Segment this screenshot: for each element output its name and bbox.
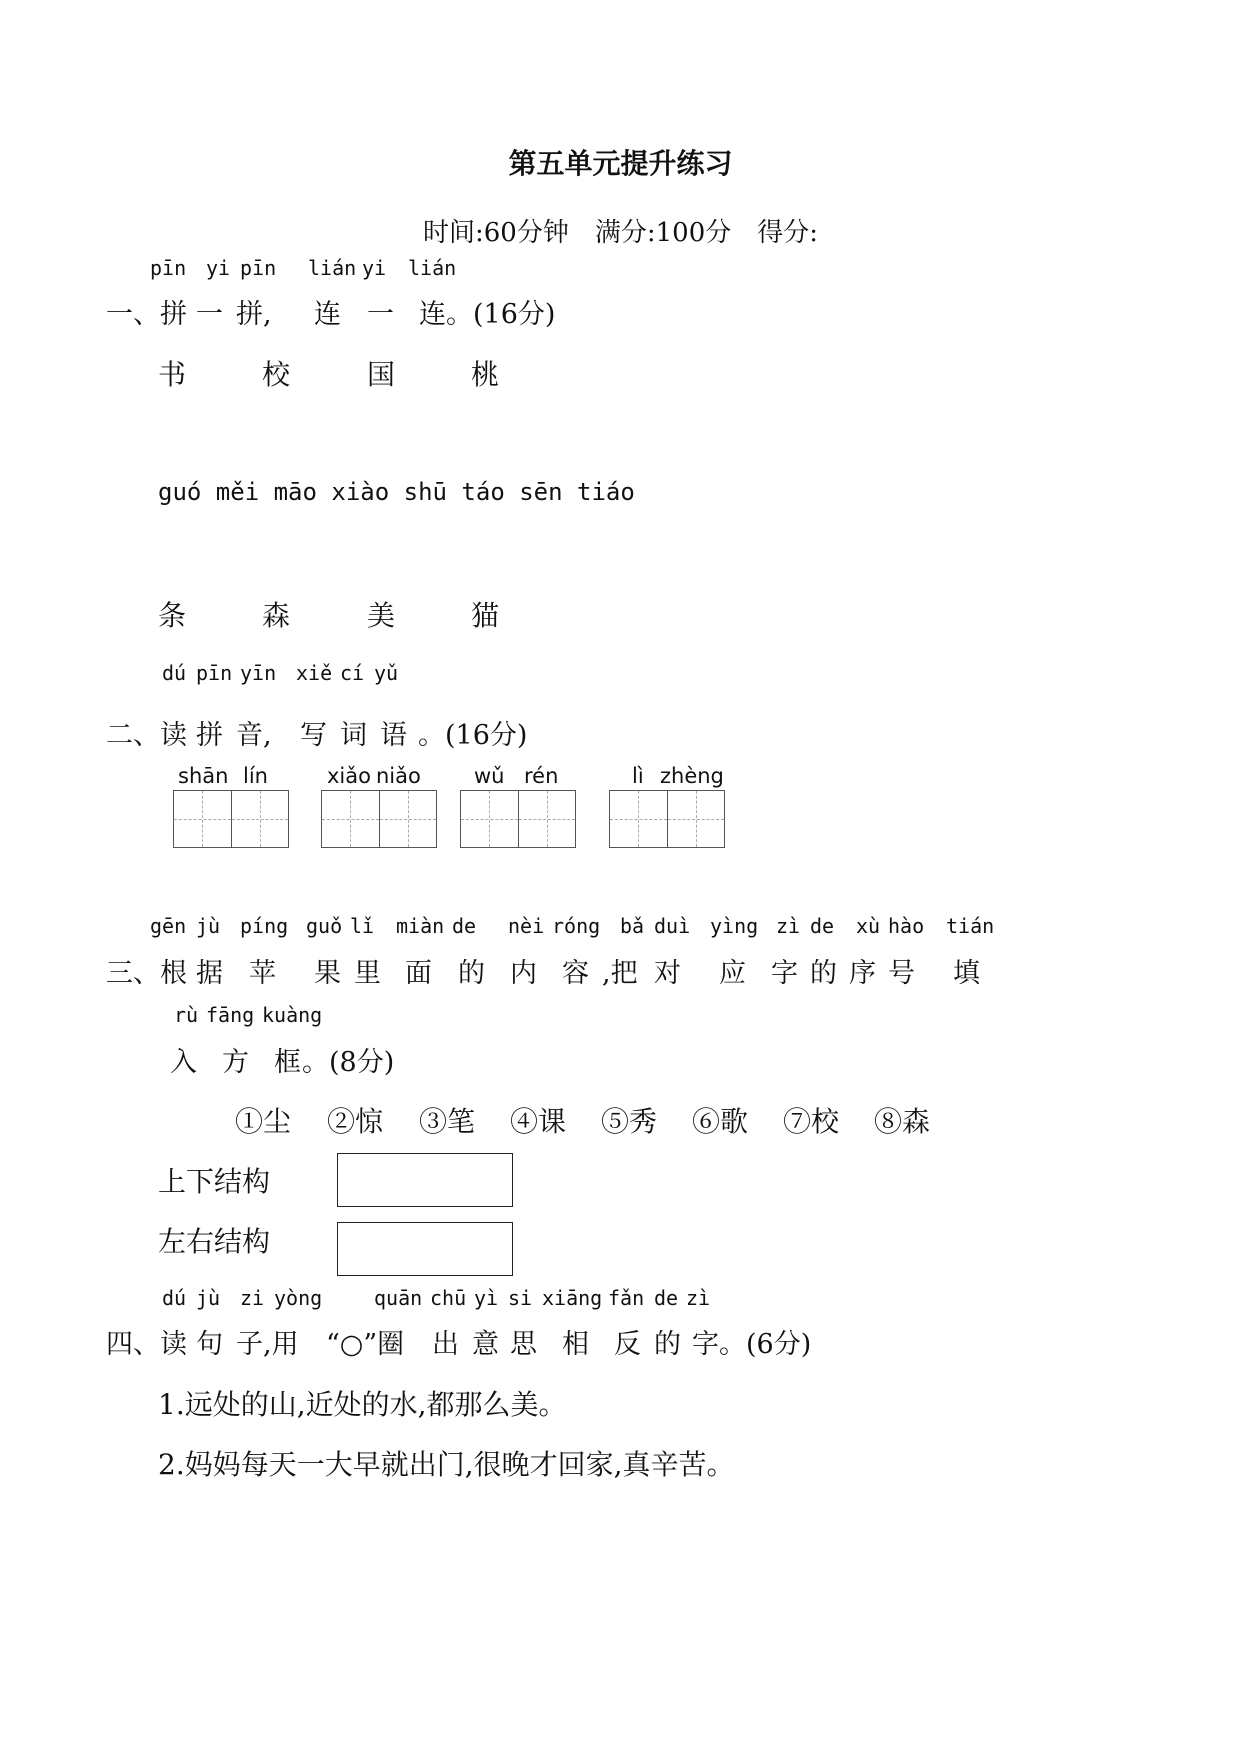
heading-char: 连。(16分)	[419, 299, 556, 330]
pinyin: lǐ	[350, 914, 375, 938]
heading-char: 拼	[196, 720, 223, 751]
heading-char: 语	[380, 720, 407, 751]
heading-char: 对	[654, 958, 681, 989]
heading-char: 号	[888, 958, 915, 989]
pinyin: xù	[856, 914, 881, 938]
option-item: ③笔	[419, 1105, 476, 1138]
heading-char: 苹	[249, 958, 276, 989]
option-item: ⑤秀	[601, 1105, 658, 1138]
option-item: ⑧森	[874, 1105, 931, 1138]
character-item: 桃	[471, 358, 500, 391]
heading-char: 字。(6分)	[692, 1329, 812, 1360]
heading-char: 出	[432, 1329, 459, 1360]
pinyin: de	[654, 1286, 679, 1310]
pinyin: lián	[308, 256, 357, 280]
pinyin: hào	[888, 914, 925, 938]
option-item: ⑦校	[783, 1105, 840, 1138]
answer-box-top-bottom[interactable]	[337, 1153, 513, 1207]
pinyin: yi	[206, 256, 231, 280]
heading-char: 面	[405, 958, 432, 989]
heading-char: 的	[458, 958, 485, 989]
exam-info: 时间:60分钟 满分:100分 得分:	[423, 218, 818, 248]
heading-char: 音,	[236, 720, 272, 751]
sentence-1: 1.远处的山,近处的水,都那么美。	[158, 1388, 567, 1421]
heading-char: 应	[719, 958, 746, 989]
heading-char: 容	[562, 958, 589, 989]
option-item: ⑥歌	[692, 1105, 749, 1138]
heading-char: 里	[354, 958, 381, 989]
pinyin: guǒ	[306, 914, 343, 938]
grid-pinyin: zhèng	[660, 764, 724, 788]
pinyin: zì	[776, 914, 801, 938]
pinyin: de	[810, 914, 835, 938]
heading-char: 句	[196, 1329, 223, 1360]
heading-char: 的	[810, 958, 837, 989]
heading-char: 方	[222, 1047, 249, 1078]
heading-char: 。(16分)	[418, 720, 528, 751]
pinyin-row: guó měi māo xiào shū táo sēn tiáo	[158, 478, 635, 506]
grid-pinyin: lín	[243, 764, 268, 788]
page-title: 第五单元提升练习	[508, 147, 733, 180]
grid-pinyin: lì	[632, 764, 644, 788]
writing-grid[interactable]	[609, 790, 725, 848]
answer-box-left-right[interactable]	[337, 1222, 513, 1276]
option-item: ②惊	[327, 1105, 384, 1138]
heading-char: 写	[300, 720, 327, 751]
pinyin: píng	[240, 914, 289, 938]
writing-grid[interactable]	[321, 790, 437, 848]
character-item: 森	[262, 599, 291, 632]
pinyin: nèi	[508, 914, 545, 938]
pinyin: pīn	[150, 256, 187, 280]
pinyin: fǎn	[608, 1286, 645, 1310]
pinyin: dú	[162, 1286, 187, 1310]
heading-char: 框	[274, 1047, 301, 1078]
pinyin: rù	[174, 1003, 199, 1027]
heading-char: 入	[170, 1047, 197, 1078]
pinyin: gēn	[150, 914, 187, 938]
heading-char: 意	[472, 1329, 499, 1360]
pinyin: miàn	[396, 914, 445, 938]
pinyin: zi	[240, 1286, 265, 1310]
pinyin: bǎ	[620, 914, 645, 938]
heading-char: 一	[367, 299, 394, 330]
question-4-heading: 四、读	[106, 1329, 187, 1360]
pinyin: xiāng	[542, 1286, 603, 1310]
pinyin: jù	[196, 1286, 221, 1310]
question-1-heading: 一、拼	[106, 299, 187, 330]
heading-char: 相	[562, 1329, 589, 1360]
heading-char: 内	[510, 958, 537, 989]
structure-label: 左右结构	[158, 1225, 271, 1258]
grid-pinyin: wǔ	[474, 764, 505, 788]
character-item: 国	[367, 358, 396, 391]
option-item: ④课	[510, 1105, 567, 1138]
pinyin: duì	[654, 914, 691, 938]
pinyin: cí	[340, 661, 365, 685]
pinyin: yì	[474, 1286, 499, 1310]
heading-char: 连	[314, 299, 341, 330]
pinyin: yi	[362, 256, 387, 280]
heading-char: ,把	[602, 958, 638, 989]
question-2-heading: 二、读	[106, 720, 187, 751]
pinyin: quān	[374, 1286, 423, 1310]
heading-char: 的	[654, 1329, 681, 1360]
sentence-2: 2.妈妈每天一大早就出门,很晚才回家,真辛苦。	[158, 1448, 735, 1481]
heading-char: “○”圈	[326, 1329, 405, 1360]
heading-char: 拼,	[236, 299, 272, 330]
heading-char: 一	[196, 299, 223, 330]
pinyin: kuàng	[262, 1003, 323, 1027]
pinyin: yǔ	[374, 661, 399, 685]
pinyin: jù	[196, 914, 221, 938]
character-item: 美	[367, 599, 396, 632]
pinyin: si	[508, 1286, 533, 1310]
heading-char: 子,用	[236, 1329, 299, 1360]
heading-char: 词	[340, 720, 367, 751]
pinyin: dú	[162, 661, 187, 685]
heading-char: 思	[510, 1329, 537, 1360]
heading-char: 。(8分)	[302, 1047, 395, 1078]
character-item: 书	[158, 358, 187, 391]
question-3-heading: 三、根	[106, 958, 187, 989]
structure-label: 上下结构	[158, 1165, 271, 1198]
grid-pinyin: niǎo	[376, 764, 421, 788]
pinyin: xiě	[296, 661, 333, 685]
pinyin: pīn	[240, 256, 277, 280]
heading-char: 字	[771, 958, 798, 989]
pinyin: yìng	[710, 914, 759, 938]
pinyin: lián	[408, 256, 457, 280]
character-item: 校	[262, 358, 291, 391]
writing-grid[interactable]	[173, 790, 289, 848]
writing-grid[interactable]	[460, 790, 576, 848]
option-item: ①尘	[235, 1105, 292, 1138]
grid-pinyin: shān	[178, 764, 229, 788]
pinyin: de	[452, 914, 477, 938]
heading-char: 反	[614, 1329, 641, 1360]
character-item: 猫	[471, 599, 500, 632]
heading-char: 填	[953, 958, 980, 989]
pinyin: fāng	[206, 1003, 255, 1027]
grid-pinyin: rén	[524, 764, 559, 788]
heading-char: 据	[196, 958, 223, 989]
pinyin: yīn	[240, 661, 277, 685]
pinyin: pīn	[196, 661, 233, 685]
pinyin: tián	[946, 914, 995, 938]
pinyin: róng	[552, 914, 601, 938]
pinyin: zì	[686, 1286, 711, 1310]
pinyin: chū	[430, 1286, 467, 1310]
heading-char: 序	[849, 958, 876, 989]
grid-pinyin: xiǎo	[327, 764, 371, 788]
heading-char: 果	[314, 958, 341, 989]
pinyin: yòng	[274, 1286, 323, 1310]
character-item: 条	[158, 599, 187, 632]
